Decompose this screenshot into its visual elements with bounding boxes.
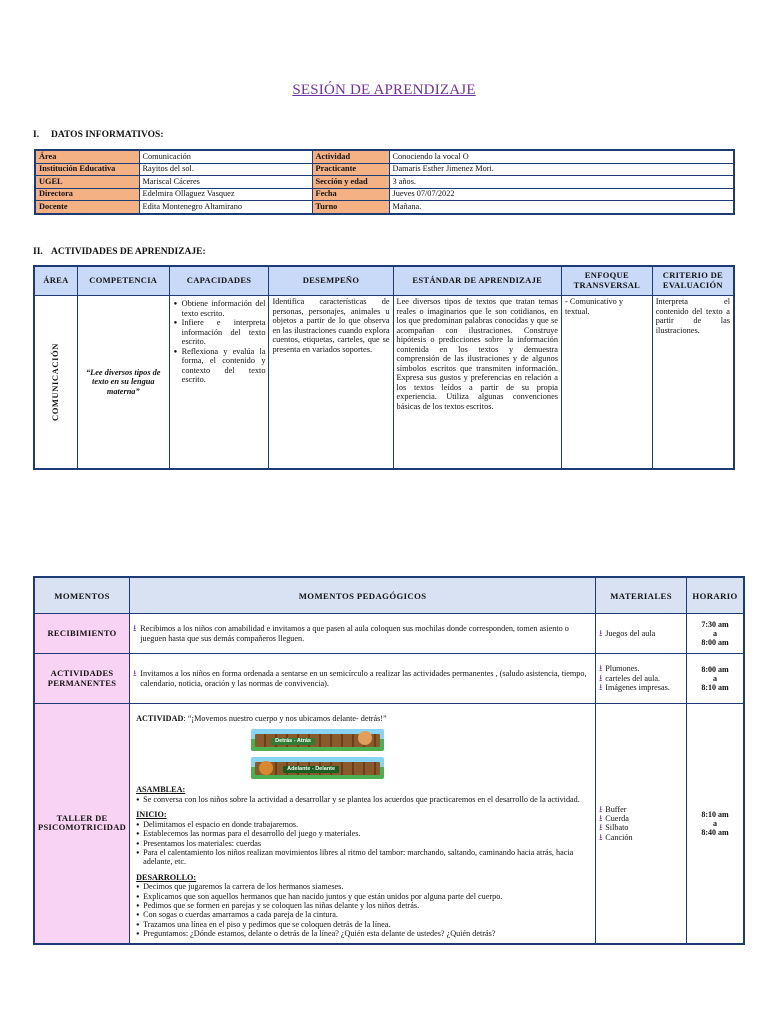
arrow-bullet-icon: ⭳ bbox=[599, 812, 603, 823]
material-item: Cuerda bbox=[605, 813, 629, 823]
section-heading-actividades bbox=[33, 247, 206, 257]
row-taller-psicomotricidad bbox=[34, 704, 744, 944]
moments-header-row bbox=[34, 577, 744, 614]
section-title: ACTIVIDADES DE APRENDIZAJE bbox=[51, 247, 203, 257]
header-area: ÁREA bbox=[34, 266, 77, 296]
info-label: Turno bbox=[312, 201, 389, 214]
inicio-item: ● Presentamos los materiales: cuerdas bbox=[136, 839, 591, 848]
material-item: Juegos del aula bbox=[605, 628, 656, 638]
moment-label: ACTIVIDADES PERMANENTES bbox=[34, 654, 130, 704]
time-sep: a bbox=[713, 673, 718, 683]
criterio-value: Interpreta el contenido del texto a partir de las ilustraciones. bbox=[655, 297, 730, 335]
criterio-cell bbox=[652, 296, 734, 470]
section-number: II. bbox=[33, 247, 43, 257]
info-label: Área bbox=[35, 150, 139, 163]
header-materiales: MATERIALES bbox=[596, 577, 687, 614]
section-heading-datos bbox=[33, 130, 164, 140]
competencia-value: “Lee diversos tipos de texto en su lengua materna” bbox=[86, 367, 161, 396]
arrow-bullet-icon: ⭳ bbox=[599, 672, 603, 683]
moment-description bbox=[130, 654, 596, 704]
material-row bbox=[599, 814, 683, 823]
info-value: Damaris Esther Jimenez Mori. bbox=[389, 163, 734, 176]
desarrollo-item: ● Preguntamos: ¿Dónde estamos, delante o detrás de la línea? ¿Quién esta delante de ustedes? ¿Quién detrás? bbox=[136, 929, 591, 938]
moment-text: Recibimos a los niños con amabilidad e invitamos a que pasen al aula coloquen sus mochilas donde corresponden, tomen asiento o jueguen hasta que sus demás compañeros lleguen. bbox=[140, 624, 569, 643]
section-colon: : bbox=[202, 247, 206, 257]
materials-list bbox=[599, 805, 683, 843]
time-sep: a bbox=[713, 628, 718, 638]
section-colon: : bbox=[160, 130, 164, 140]
asamblea-item: ● Se conversa con los niños sobre la actividad a desarrollar y se plantea los acuerdos que practicaremos en el desarrollo de la actividad. bbox=[136, 795, 591, 804]
moment-label: RECIBIMIENTO bbox=[34, 614, 130, 654]
actividad-text: : “¡Movemos nuestro cuerpo y nos ubicamos delante- detrás!” bbox=[183, 714, 387, 723]
illustration-detras bbox=[251, 729, 384, 751]
info-table bbox=[34, 149, 735, 215]
header-momentos: MOMENTOS bbox=[34, 577, 130, 614]
estandar-value: Lee diversos tipos de textos que tratan temas reales o imaginarios que le son cotidianos, en los que predominan palabras conocidas y que se acompañan con ilustraciones. Construye hipótesis o predicciones sobre la información contenida en los textos y demuestra comprensión de las ilustraciones y de algunos símbolos escritos que transmiten información. Expresa sus gustos y preferencias en relación a los textos leídos a partir de su propia experiencia. Utiliza algunas convenciones básicas de los textos escritos. bbox=[396, 297, 558, 411]
activities-header-row bbox=[34, 266, 734, 296]
header-capacidades: CAPACIDADES bbox=[169, 266, 269, 296]
section-number: I. bbox=[33, 130, 40, 140]
materials-cell bbox=[596, 704, 687, 944]
inicio-item: ● Establecemos las normas para el desarrollo del juego y materiales. bbox=[136, 829, 591, 838]
moment-label: TALLER DE PSICOMOTRICIDAD bbox=[34, 704, 130, 944]
arrow-bullet-icon: ⭳ bbox=[133, 668, 137, 679]
arrow-bullet-icon: ⭳ bbox=[599, 663, 603, 674]
illustration-caption: Adelante - Delante bbox=[283, 766, 339, 772]
activities-row bbox=[34, 296, 734, 470]
enfoque-value: - Comunicativo y textual. bbox=[564, 297, 624, 316]
page-title: SESIÓN DE APRENDIZAJE bbox=[292, 82, 476, 98]
time-end: 8:00 am bbox=[701, 638, 729, 648]
material-item: Silbato bbox=[605, 823, 629, 833]
desarrollo-item: ● Pedimos que se formen en parejas y se coloquen las niñas delante y los niños detrás. bbox=[136, 901, 591, 910]
info-value: Jueves 07/07/2022 bbox=[389, 188, 734, 201]
info-label: Sección y edad bbox=[312, 176, 389, 189]
info-value: Mariscal Cáceres bbox=[139, 176, 312, 189]
time-cell bbox=[687, 654, 744, 704]
moment-description bbox=[130, 614, 596, 654]
desarrollo-item: ● Con sogas o cuerdas amarramos a cada pareja de la cintura. bbox=[136, 910, 591, 919]
info-row bbox=[35, 201, 734, 214]
info-value: Mañana. bbox=[389, 201, 734, 214]
materials-cell bbox=[596, 614, 687, 654]
material-item: Buffer bbox=[605, 804, 627, 814]
row-actividades-permanentes bbox=[34, 654, 744, 704]
info-value: Rayitos del sol. bbox=[139, 163, 312, 176]
arrow-bullet-icon: ⭳ bbox=[599, 682, 603, 693]
capacidad-item: ● Obtiene información del texto escrito. bbox=[182, 299, 266, 318]
time-start: 7:30 am bbox=[701, 619, 729, 629]
capacidad-item: ● Reflexiona y evalúa la forma, el contenido y contexto del texto escrito. bbox=[182, 347, 266, 385]
time-cell bbox=[687, 614, 744, 654]
arrow-bullet-icon: ⭳ bbox=[599, 822, 603, 833]
info-label: Actividad bbox=[312, 150, 389, 163]
capacidades-cell bbox=[169, 296, 269, 470]
info-row bbox=[35, 163, 734, 176]
materials-cell bbox=[596, 654, 687, 704]
desarrollo-item: ● Explicamos que son aquellos hermanos que han nacido juntos y que están unidos por alguna parte del cuerpo. bbox=[136, 892, 591, 901]
info-value: Edelmira Ollaguez Vasquez bbox=[139, 188, 312, 201]
desarrollo-item: ● Trazamos una línea en el piso y pedimos que se coloquen detrás de la línea. bbox=[136, 920, 591, 929]
info-value: Comunicación bbox=[139, 150, 312, 163]
info-value: 3 años. bbox=[389, 176, 734, 189]
desempeno-value: Identifica características de personas, personajes, animales u objetos a partir de lo que observa en las ilustraciones cuando explora cuentos, etiquetas, carteles, que se presenta en variados soportes. bbox=[272, 297, 390, 354]
section-title: DATOS INFORMATIVOS bbox=[51, 130, 161, 140]
time-cell bbox=[687, 704, 744, 944]
material-item: Plumones. bbox=[605, 664, 640, 674]
time-start: 8:10 am bbox=[701, 809, 729, 819]
asamblea-list bbox=[136, 795, 591, 804]
material-row bbox=[599, 823, 683, 832]
estandar-cell bbox=[393, 296, 561, 470]
capacidades-list bbox=[173, 299, 266, 385]
inicio-item: ● Para el calentamiento los niños realizan movimientos libres al ritmo del tambor: marchando, saltando, caminando hacia atrás, hacia adelante, etc. bbox=[136, 848, 591, 867]
info-row bbox=[35, 150, 734, 163]
inicio-item: ● Delimitamos el espacio en donde trabajaremos. bbox=[136, 820, 591, 829]
time-end: 8:10 am bbox=[701, 683, 729, 693]
material-row bbox=[599, 805, 683, 814]
competencia-cell bbox=[77, 296, 169, 470]
area-cell bbox=[34, 296, 77, 470]
time-start: 8:00 am bbox=[701, 664, 729, 674]
illustration-caption: Detrás - Atrás bbox=[271, 738, 315, 744]
moments-table bbox=[33, 576, 745, 945]
arrow-bullet-icon: ⭳ bbox=[599, 831, 603, 842]
desarrollo-item: ● Decimos que jugaremos la carrera de los hermanos siameses. bbox=[136, 882, 591, 891]
enfoque-cell bbox=[561, 296, 652, 470]
row-recibimiento bbox=[34, 614, 744, 654]
inicio-list bbox=[136, 820, 591, 867]
material-row bbox=[599, 833, 683, 842]
inicio-title: INICIO: bbox=[136, 810, 167, 820]
header-horario: HORARIO bbox=[687, 577, 744, 614]
capacidad-item: ● Infiere e interpreta información del texto escrito. bbox=[182, 318, 266, 347]
taller-description bbox=[130, 704, 596, 944]
info-value: Edita Montenegro Altamirano bbox=[139, 201, 312, 214]
info-label: Institución Educativa bbox=[35, 163, 139, 176]
info-row bbox=[35, 176, 734, 189]
header-enfoque: ENFOQUE TRANSVERSAL bbox=[561, 266, 652, 296]
desarrollo-title: DESARROLLO: bbox=[136, 872, 197, 882]
desempeno-cell bbox=[269, 296, 393, 470]
material-item: Imágenes impresas. bbox=[605, 683, 670, 693]
info-label: Docente bbox=[35, 201, 139, 214]
header-competencia: COMPETENCIA bbox=[77, 266, 169, 296]
time-sep: a bbox=[713, 818, 718, 828]
arrow-bullet-icon: ⭳ bbox=[599, 803, 603, 814]
area-value: COMUNICACIÓN bbox=[50, 342, 61, 422]
header-criterio: CRITERIO DE EVALUACIÓN bbox=[652, 266, 734, 296]
illustration-delante bbox=[251, 757, 384, 779]
actividad-label: ACTIVIDAD bbox=[136, 714, 184, 723]
info-label: Practicante bbox=[312, 163, 389, 176]
arrow-bullet-icon: ⭳ bbox=[133, 623, 137, 634]
time-end: 8:40 am bbox=[701, 827, 729, 837]
arrow-bullet-icon: ⭳ bbox=[599, 627, 603, 638]
header-desempeno: DESEMPEÑO bbox=[269, 266, 393, 296]
info-label: Fecha bbox=[312, 188, 389, 201]
moment-text: Invitamos a los niños en forma ordenada a sentarse en un semicírculo a realizar las actividades permanentes , (saludo asistencia, tiempo, calendario, noticia, oración y las normas de convivencia). bbox=[140, 669, 587, 688]
header-momentos-pedagogicos: MOMENTOS PEDAGÓGICOS bbox=[130, 577, 596, 614]
material-item: Canción bbox=[605, 832, 633, 842]
activities-table bbox=[33, 265, 735, 470]
info-label: Directora bbox=[35, 188, 139, 201]
desarrollo-list bbox=[136, 882, 591, 939]
info-row bbox=[35, 188, 734, 201]
asamblea-title: ASAMBLEA: bbox=[136, 785, 186, 795]
header-estandar: ESTÁNDAR DE APRENDIZAJE bbox=[393, 266, 561, 296]
material-item: carteles del aula. bbox=[605, 673, 661, 683]
info-label: UGEL bbox=[35, 176, 139, 189]
info-value: Conociendo la vocal O bbox=[389, 150, 734, 163]
